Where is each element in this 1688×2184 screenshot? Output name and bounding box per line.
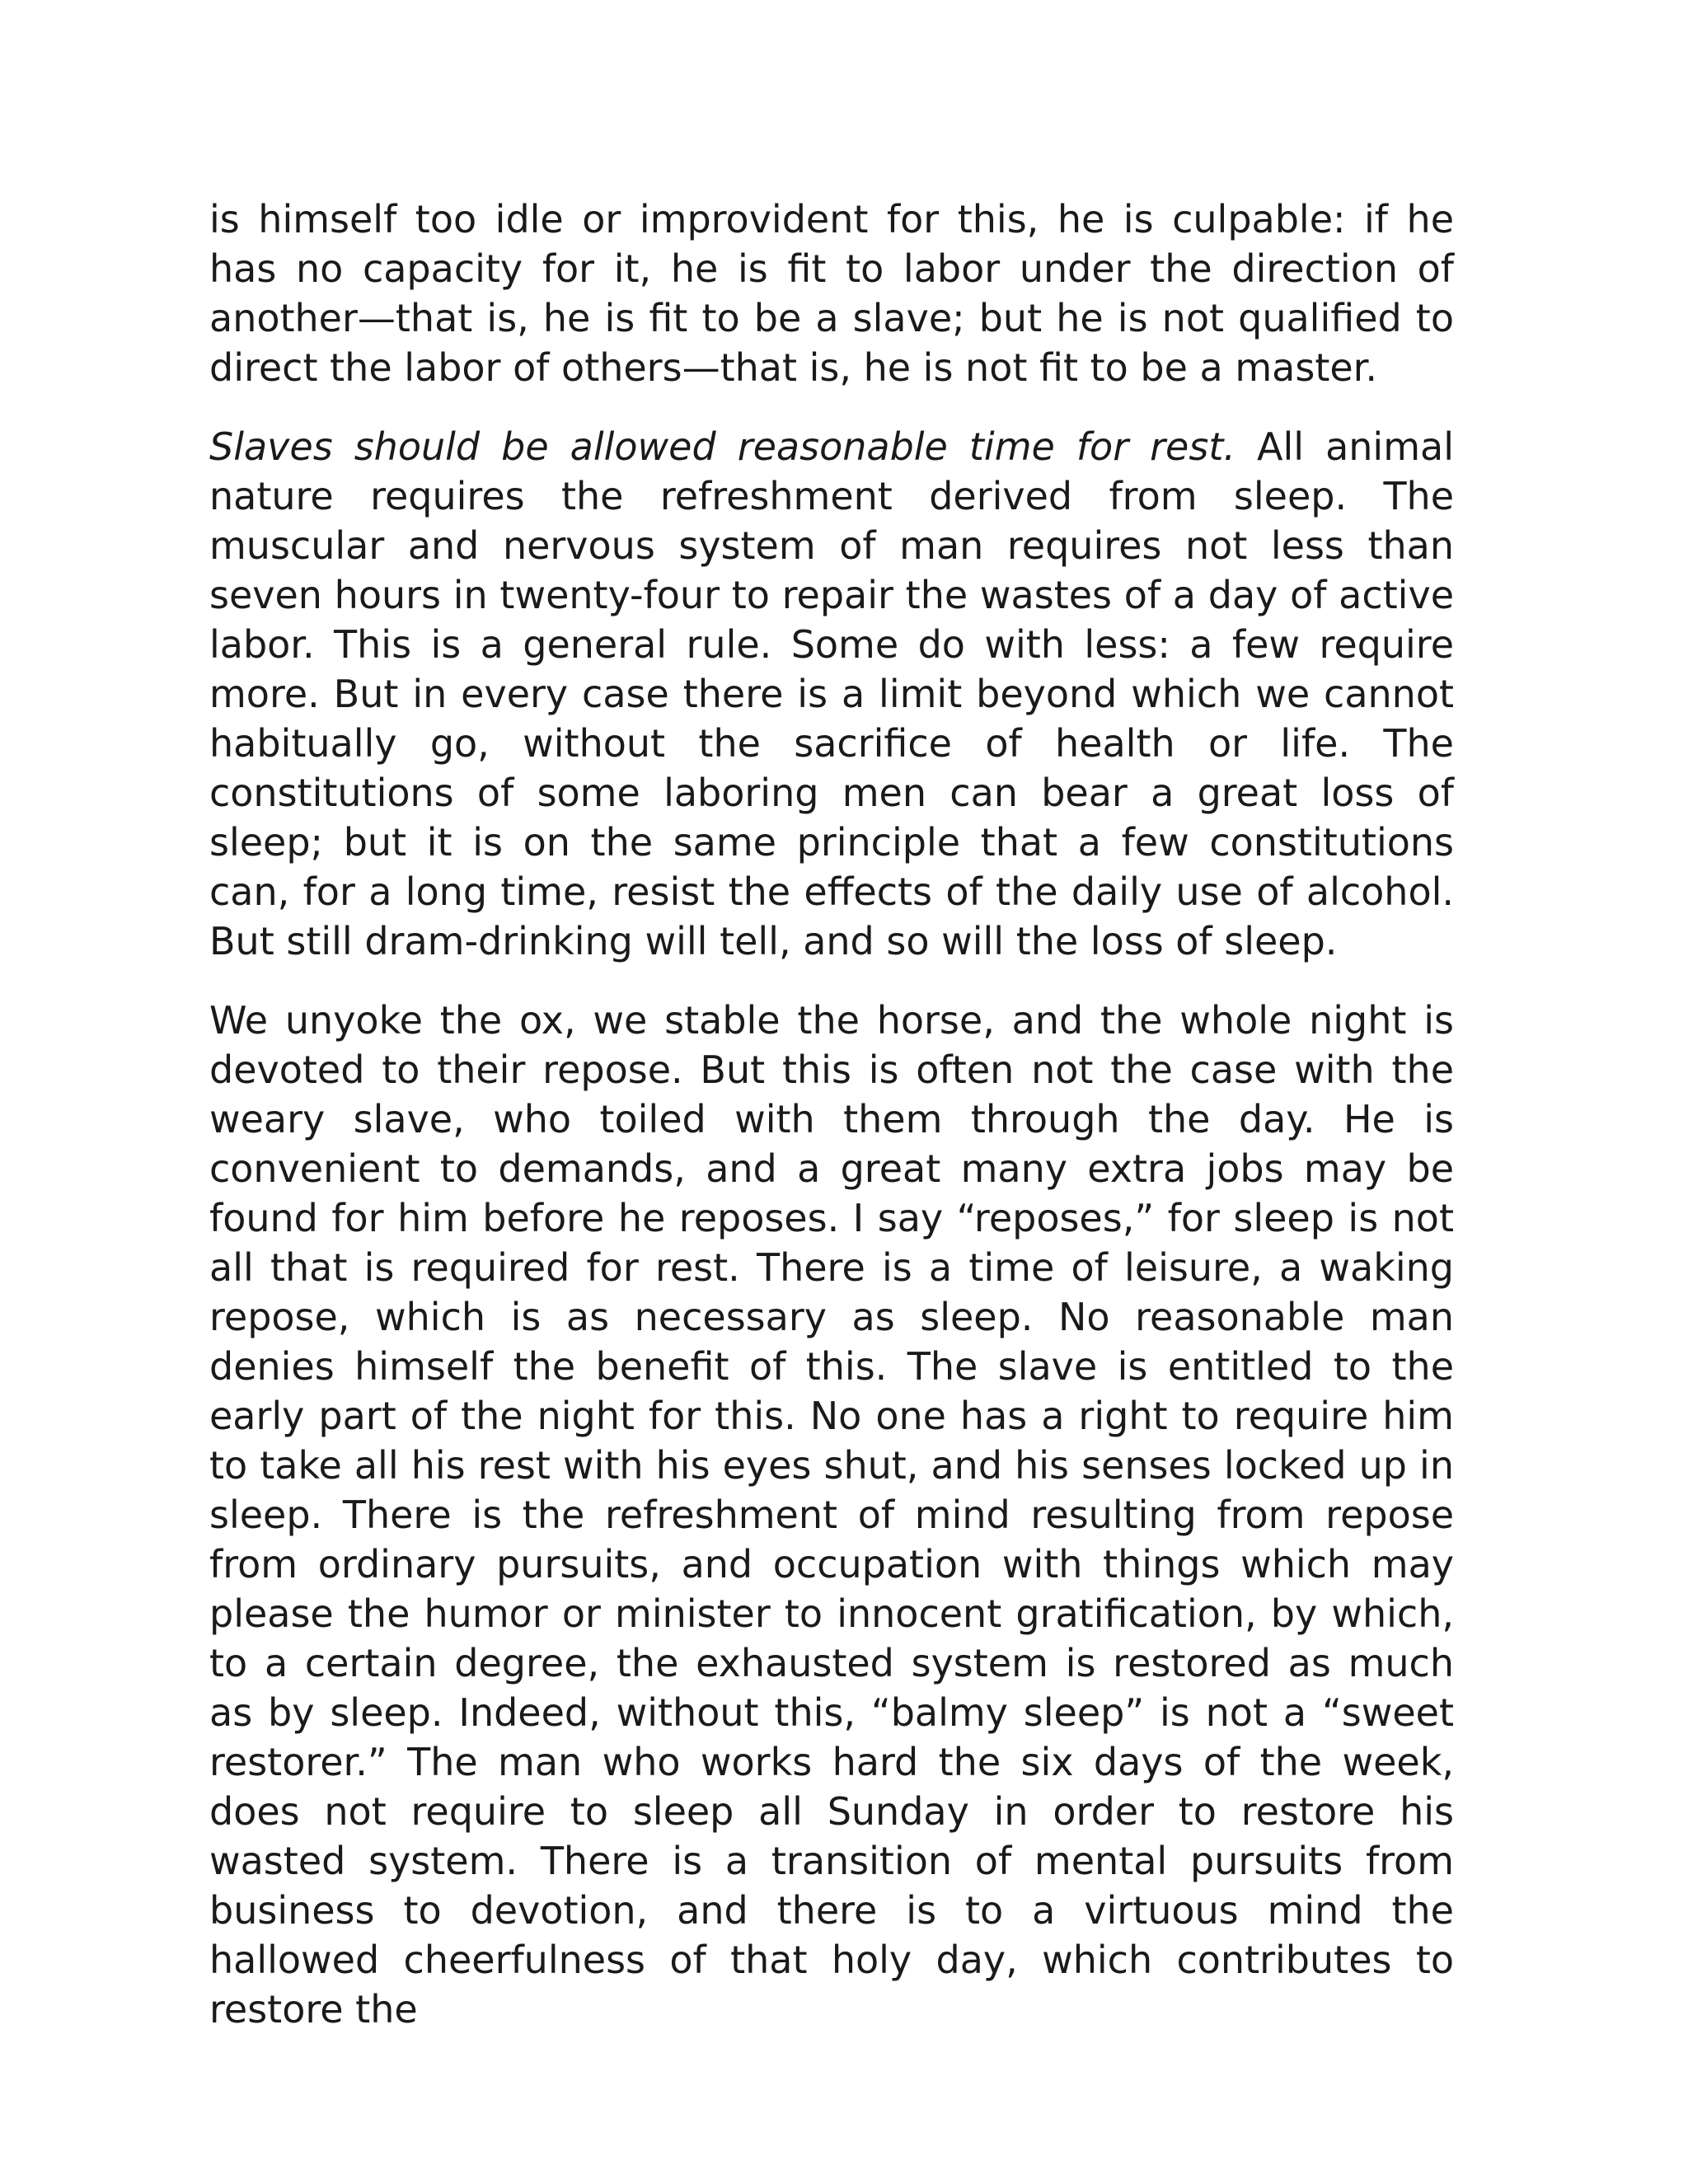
document-page xyxy=(209,194,1454,2034)
paragraph-3-text: We unyoke the ox, we stable the horse, and the whole night is devoted to their repose. But this is often not the case with the weary slave, who toiled with them through the day. He is convenient to demands, and a great many extra jobs may be found for him before he reposes. I say “reposes,” for sleep is not all that is required for rest. There is a time of leisure, a waking repose, which is as necessary as sleep. No reasonable man denies himself the benefit of this. The slave is entitled to the early part of the night for this. No one has a right to require him to take all his rest with his eyes shut, and his senses locked up in sleep. There is the refreshment of mind resulting from repose from ordinary pursuits, and occupation with things which may please the humor or minister to innocent gratification, by which, to a certain degree, the exhausted system is restored as much as by sleep. Indeed, without this, “balmy sleep” is not a “sweet restorer.” The man who works hard the six days of the week, does not require to sleep all Sunday in order to restore his wasted system. There is a transition of mental pursuits from business to devotion, and there is to a virtuous mind the hallowed cheerfulness of that holy day, which contributes to restore the xyxy=(209,998,1454,2032)
paragraph-2-text: All animal nature requires the refreshment derived from sleep. The muscular and nervous system of man requires not less than seven hours in twenty-four to repair the wastes of a day of active labor. This is a general rule. Some do with less: a few require more. But in every case there is a limit beyond which we cannot habitually go, without the sacrifice of health or life. The constitutions of some laboring men can bear a great loss of sleep; but it is on the same principle that a few constitutions can, for a long time, resist the effects of the daily use of alcohol. But still dram-drinking will tell, and so will the loss of sleep. xyxy=(209,424,1454,963)
paragraph-2-italic-lead: Slaves should be allowed reasonable time for rest. xyxy=(209,424,1236,469)
paragraph-1-text: is himself too idle or improvident for this, he is culpable: if he has no capacity for it, he is fit to labor under the direction of another—that is, he is fit to be a slave; but he is not qualified to direct the labor of others—that is, he is not fit to be a master. xyxy=(209,197,1454,390)
paragraph-3 xyxy=(209,996,1454,2034)
paragraph-2 xyxy=(209,422,1454,966)
paragraph-1 xyxy=(209,194,1454,392)
